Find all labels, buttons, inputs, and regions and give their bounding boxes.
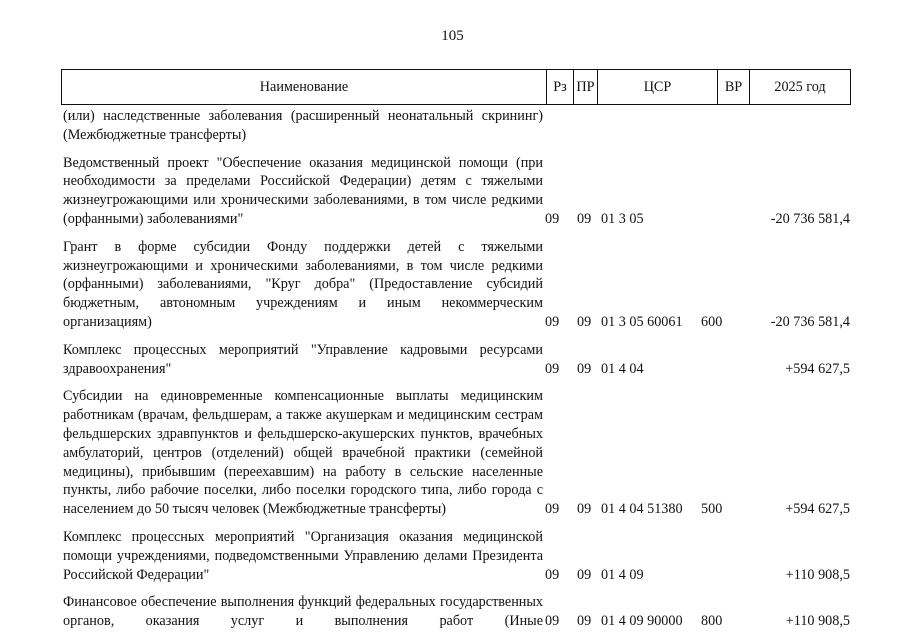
row-rz: 09 [545,313,560,330]
row-name: Грант в форме субсидии Фонду поддержки детей с тяжелыми жизнеугрожающими и хроническими заболеваниями, в том числе редкими (орфанными) заболеваниями, "Круг добра" (Предоставление субсидий бюджетным, автономным учреждениям и иным некоммерческим организациям) [63,238,543,330]
row-vr: 500 [701,501,723,518]
table-row [63,341,850,379]
row-pr: 09 [577,210,592,227]
row-rz: 09 [545,501,560,518]
row-rz: 09 [545,566,560,583]
table-row [63,387,850,519]
column-header-csr: ЦСР [597,70,717,104]
column-header-name: Наименование [259,78,349,95]
row-name: Финансовое обеспечение выполнения функций федеральных государственных органов, оказания услуг и выполнения работ (Иные [63,594,543,630]
row-pr: 09 [577,313,592,330]
row-sum: -20 736 581,4 [770,210,850,227]
row-name: Ведомственный проект "Обеспечение оказания медицинской помощи (при необходимости за пределами Российской Федерации) детям с тяжелыми жизнеугрожающими или хроническими заболеваниями, в том числе редкими (орфанными) заболеваниями" [63,154,543,227]
column-header-rz: Рз [546,70,573,104]
row-vr: 800 [701,613,723,630]
row-name: (или) наследственные заболевания (расширенный неонатальный скрининг) (Межбюджетные трансферты) [63,108,543,143]
row-pr: 09 [577,501,592,518]
table-row [63,593,850,631]
row-csr: 01 3 05 [601,210,644,227]
row-pr: 09 [577,613,592,630]
row-name: Комплекс процессных мероприятий "Организация оказания медицинской помощи учреждениями, подведомственными Управлению делами Президента Российской Федерации" [63,528,543,583]
table-body [63,107,850,640]
row-csr: 01 4 04 [601,360,644,377]
row-sum: +110 908,5 [785,566,850,583]
row-codes [63,126,850,145]
row-codes [63,500,850,519]
row-csr: 01 3 05 60061 [601,313,683,330]
row-codes [63,313,850,332]
row-codes [63,210,850,229]
row-sum: -20 736 581,4 [770,313,850,330]
table-header [61,69,851,105]
page-number: 105 [441,28,464,44]
row-csr: 01 4 09 [601,566,644,583]
row-rz: 09 [545,210,560,227]
row-codes [63,566,850,585]
row-rz: 09 [545,360,560,377]
row-sum: +594 627,5 [785,501,850,518]
row-name: Субсидии на единовременные компенсационные выплаты медицинским работникам (врачам, фельдшерам, а также акушеркам и медицинским сестрам фельдшерских здравпунктов и фельдшерско-акушерских пунктов, врачебных амбулаторий, центров (отделений) общей врачебной практики (семейной медицины), прибывшим (переехавшим) на работу в сельские населенные пункты, либо рабочие поселки, либо поселки городского типа, либо города с населением до 50 тысяч человек (Межбюджетные трансферты) [63,388,543,518]
table-row [63,154,850,229]
row-rz: 09 [545,613,560,630]
row-sum: +110 908,5 [785,613,850,630]
row-name: Комплекс процессных мероприятий "Управление кадровыми ресурсами здравоохранения" [63,341,543,377]
row-csr: 01 4 09 90000 [601,613,683,630]
row-vr: 600 [701,313,723,330]
table-row [63,528,850,584]
table-row [63,107,850,145]
column-header-vr: ВР [717,70,749,104]
row-pr: 09 [577,566,592,583]
table-row [63,238,850,332]
row-sum: +594 627,5 [785,360,850,377]
column-header-pr: ПР [573,70,597,104]
row-pr: 09 [577,360,592,377]
row-codes [63,360,850,379]
row-codes [63,612,850,631]
row-csr: 01 4 04 51380 [601,501,683,518]
column-header-year: 2025 год [749,70,850,104]
